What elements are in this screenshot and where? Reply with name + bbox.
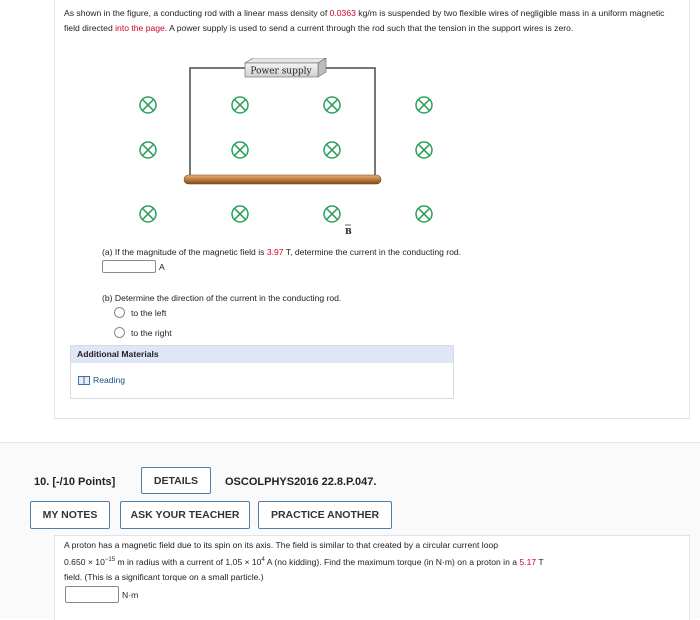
- field-into-page-icon: [324, 206, 340, 222]
- field-into-page-icon: [140, 142, 156, 158]
- field-into-page-icon: [140, 97, 156, 113]
- question-points: [-/10 Points]: [52, 476, 116, 488]
- density-value: 0.0363: [329, 8, 356, 18]
- q10-line-2: [64, 553, 684, 570]
- field-into-page-icon: [324, 142, 340, 158]
- q10-answer-row: [65, 586, 138, 603]
- power-supply: [245, 58, 326, 77]
- radius-base: 0.650 × 10: [64, 556, 105, 567]
- part-a-text-2: T, determine the current in the conducting rod.: [283, 247, 462, 257]
- practice-another-button[interactable]: PRACTICE ANOTHER: [258, 501, 392, 529]
- intro-text-3: . A power supply is used to send a current through the rod such that the tension in the support wires is zero.: [164, 22, 574, 33]
- field-into-page-icon: [416, 142, 432, 158]
- q10-line-1: A proton has a magnetic field due to its spin on its axis. The field is similar to that created by a circular current loop: [64, 540, 499, 550]
- ask-teacher-button[interactable]: ASK YOUR TEACHER: [120, 501, 250, 529]
- current-exponent: 4: [261, 557, 265, 563]
- part-a-answer-row: [102, 260, 165, 273]
- field-into-page-icon: [324, 97, 340, 113]
- part-a-text-1: (a) If the magnitude of the magnetic field is: [102, 247, 267, 257]
- field-into-page-icon: [232, 142, 248, 158]
- my-notes-button[interactable]: MY NOTES: [30, 501, 110, 529]
- field-into-page-icon: [416, 97, 432, 113]
- additional-materials-title: Additional Materials: [71, 346, 453, 363]
- current-answer-input[interactable]: [102, 260, 156, 273]
- b-vector-label: B: [345, 226, 352, 236]
- part-a-field-value: 3.97: [266, 247, 284, 257]
- rod-figure: [100, 58, 460, 238]
- option-right[interactable]: [114, 327, 172, 338]
- torque-answer-input[interactable]: [65, 586, 119, 603]
- question-intro: [64, 6, 680, 35]
- option-left-label[interactable]: to the left: [131, 307, 167, 318]
- radius-exponent: −15: [104, 557, 116, 563]
- q10-line-3: field. (This is a significant torque on a small particle.): [64, 571, 264, 582]
- field-into-page-icon: [232, 206, 248, 222]
- radio-right[interactable]: [114, 327, 125, 338]
- option-right-label[interactable]: to the right: [131, 327, 172, 338]
- q10-field-value: 5.17: [519, 556, 537, 567]
- power-supply-label: Power supply: [250, 66, 312, 77]
- torque-unit: N·m: [122, 589, 139, 600]
- q10-text-3: A (no kidding). Find the maximum torque (in N·m) on a proton in a: [264, 556, 520, 567]
- field-into-page-icon: [140, 206, 156, 222]
- part-b-prompt: (b) Determine the direction of the current in the conducting rod.: [102, 293, 342, 303]
- question-10-text: [64, 538, 684, 585]
- question-10-section: [0, 442, 700, 619]
- part-a-prompt: [102, 247, 461, 257]
- current-unit: A: [159, 261, 165, 272]
- radio-left[interactable]: [114, 307, 125, 318]
- option-left[interactable]: [114, 307, 166, 318]
- q10-text-2: m in radius with a current of 1.05 × 10: [115, 556, 262, 567]
- field-symbols: [140, 97, 432, 222]
- q10-text-4: T: [536, 556, 544, 567]
- question-10-number: [34, 476, 115, 488]
- intro-text-1: As shown in the figure, a conducting rod with a linear mass density of: [64, 8, 330, 18]
- conducting-rod: [184, 175, 381, 184]
- question-code: OSCOLPHYS2016 22.8.P.047.: [225, 476, 377, 488]
- field-direction: into the page: [115, 22, 165, 33]
- field-into-page-icon: [232, 97, 248, 113]
- intro-text-2: kg/m is suspended by two flexible wires of negligible mass in a uniform magnetic field directed: [64, 8, 665, 33]
- reading-link[interactable]: [78, 375, 125, 385]
- details-button[interactable]: DETAILS: [141, 467, 211, 494]
- reading-label[interactable]: Reading: [93, 375, 126, 385]
- support-wire: [190, 68, 375, 178]
- book-icon: [78, 376, 90, 385]
- additional-materials: [70, 345, 454, 399]
- field-into-page-icon: [416, 206, 432, 222]
- question-number: 10.: [34, 476, 50, 488]
